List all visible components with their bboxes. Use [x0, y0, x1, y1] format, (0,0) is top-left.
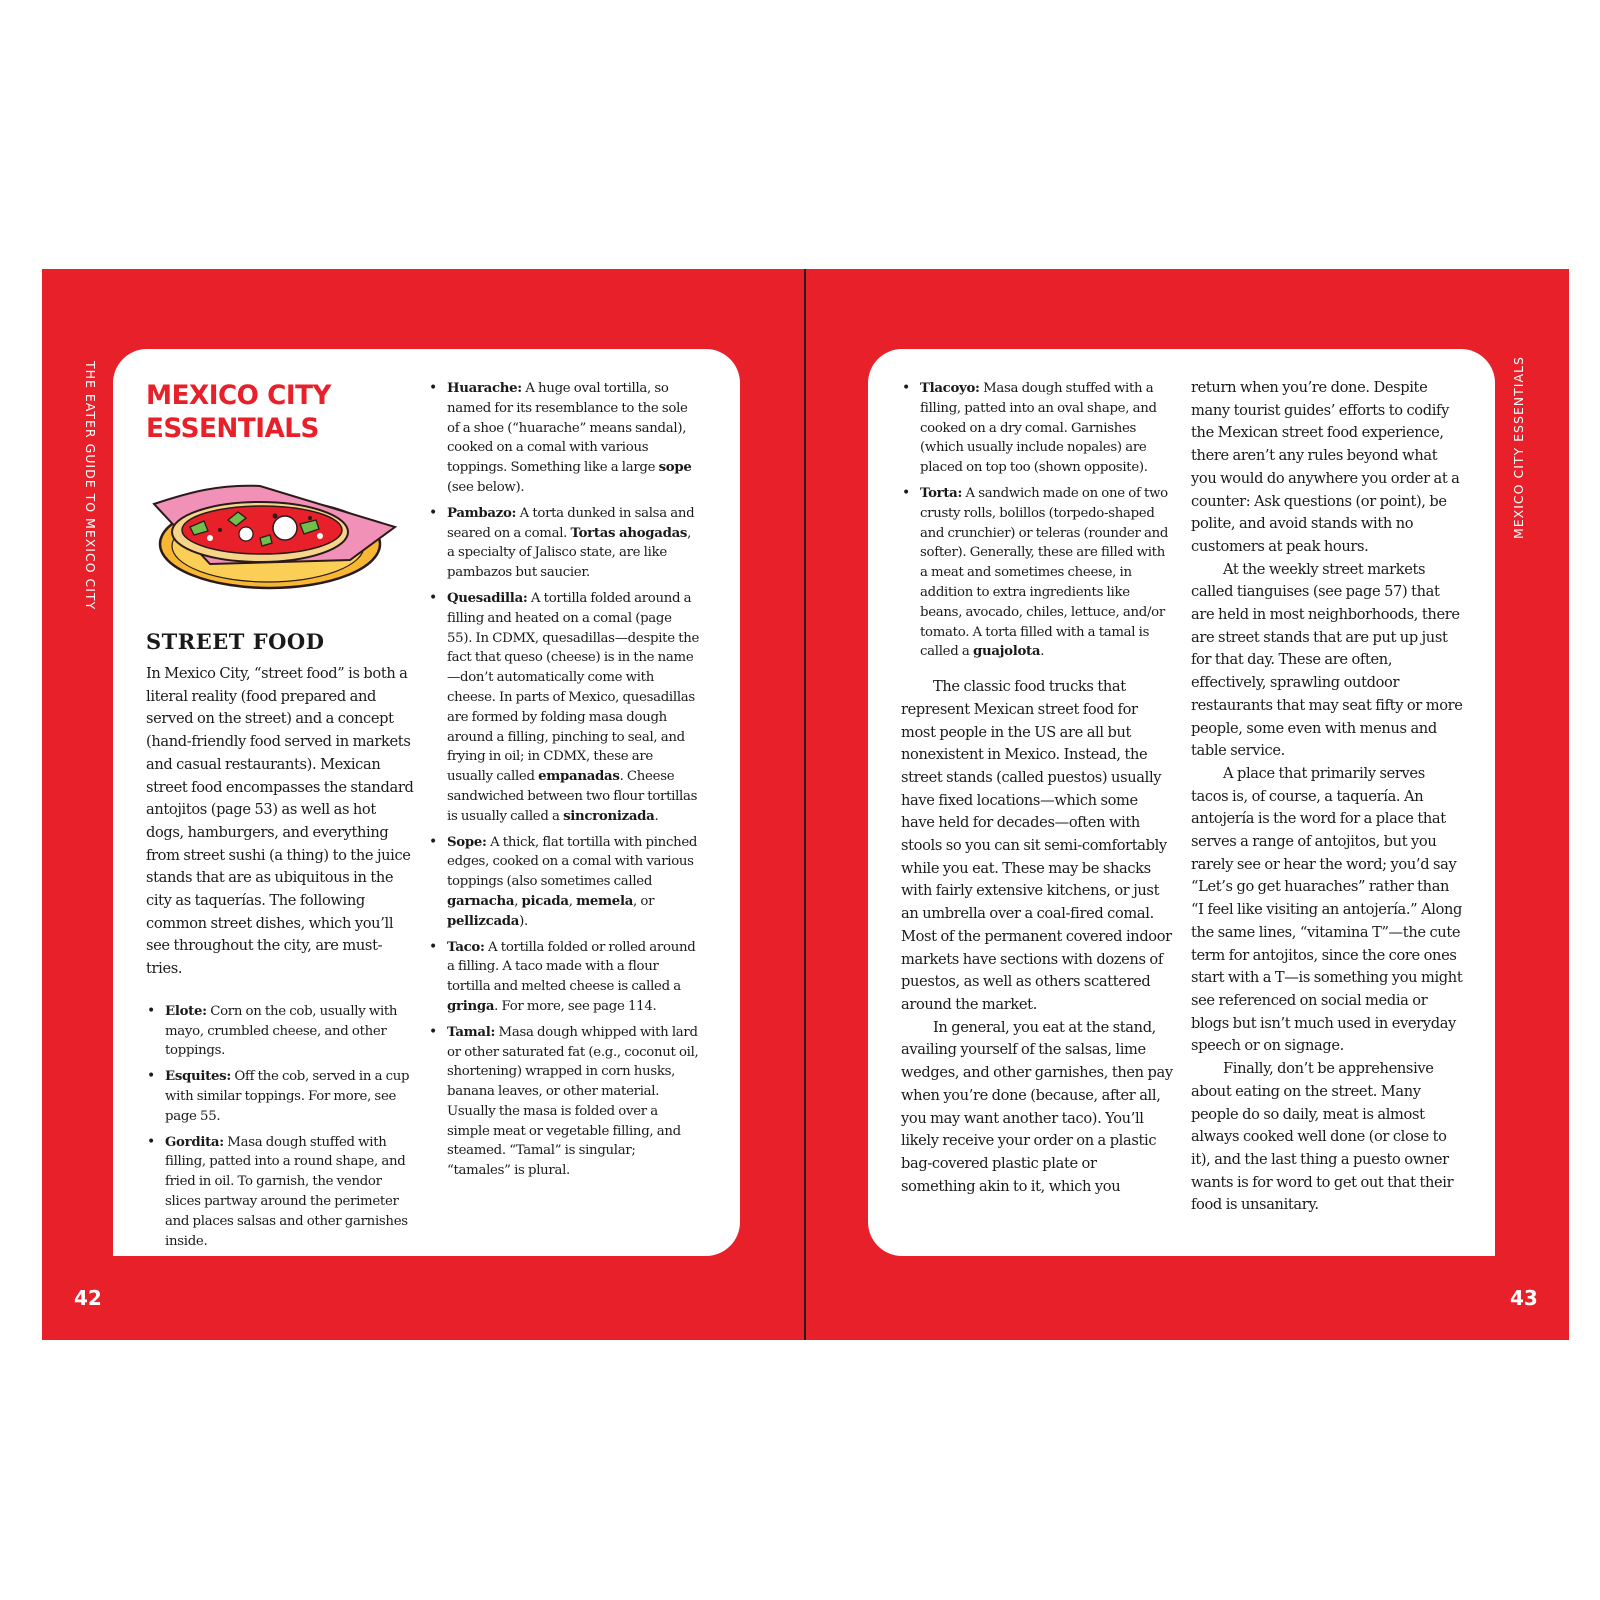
- list-item-term: Huarache:: [447, 381, 522, 396]
- right-column-1-text: [901, 676, 1173, 1198]
- right-column-1: [901, 379, 1173, 1198]
- list-item: [428, 833, 700, 932]
- list-item-description: A huge oval tortilla, so named for its resemblance to the sole of a shoe (“huarache” means sandal), cooked on a comal with various toppings. Something like a large sope (see below).: [447, 381, 692, 495]
- paragraph: At the weekly street markets called tianguises (see page 57) that are held in most neighborhoods, there are street stands that are put up just for that day. These are often, effectively, sprawling outdoor restaurants that may seat fifty or more people, some even with menus and table service.: [1191, 560, 1463, 760]
- paragraph: A place that primarily serves tacos is, of course, a taquería. An antojería is the word for a place that serves a range of antojitos, but you rarely see or hear the word; you’d say “Let’s go get huaraches” rather than “I feel like visiting an antojería.” Along the same lines, “vitamina T”—the cute term for antojitos, since the core ones start with a T—is something you might see referenced on social media or blogs but isn’t much used in everyday speech or on signage.: [1191, 764, 1463, 1055]
- list-item-description: Masa dough stuffed with filling, patted into a round shape, and fried in oil. To garnish, the vendor slices partway around the perimeter and places salsas and other garnishes inside.: [165, 1134, 408, 1249]
- paragraph: In general, you eat at the stand, availing yourself of the salsas, lime wedges, and other garnishes, then pay when you’re done (because, after all, you may want another taco). You’ll likely receive your order on a plastic bag-covered plastic plate or something akin to it, which you: [901, 1018, 1173, 1195]
- list-item-description: Masa dough stuffed with a filling, patted into an oval shape, and cooked on a dry comal. Garnishes (which usually include nopales) are placed on top too (shown opposite).: [920, 381, 1157, 476]
- paragraph: return when you’re done. Despite many tourist guides’ efforts to codify the Mexican street food experience, there aren’t any rules beyond what you would do anywhere you order at a counter: Ask questions (or point), be polite, and avoid stands with no customers at peak hours.: [1191, 379, 1460, 555]
- list-item: [901, 379, 1173, 478]
- right-column-2: [1191, 377, 1463, 1217]
- list-item-description: A torta dunked in salsa and seared on a comal. Tortas ahogadas, a specialty of Jalisco state, are like pambazos but saucier.: [447, 505, 695, 581]
- list-item: [428, 1023, 700, 1181]
- list-item-description: A sandwich made on one of two crusty rolls, bolillos (torpedo-shaped and crunchier) or teleras (rounder and softer). Generally, these are filled with a meat and sometimes cheese, in addition to extra ingredients like beans, avocado, chiles, lettuce, and/or tomato. A torta filled with a tamal is called a guajolota.: [920, 485, 1169, 660]
- paragraph: The classic food trucks that represent Mexican street food for most people in the US are all but nonexistent in Mexico. Instead, the street stands (called puestos) usually have fixed locations—which some have held for decades—often with stools so you can sit semi-comfortably while you eat. These may be shacks with fairly extensive kitchens, or just an umbrella over a coal-fired comal. Most of the permanent covered indoor markets have sections with dozens of puestos, as well as others scattered around the market.: [901, 678, 1172, 1013]
- list-item-description: A tortilla folded around a filling and heated on a comal (page 55). In CDMX, quesadillas—despite the fact that queso (cheese) is in the name—don’t automatically come with cheese. In parts of Mexico, quesadillas are formed by folding masa dough around a filling, pinching to seal, and frying in oil; in CDMX, these are usually called empanadas. Cheese sandwiched between two flour tortillas is usually called a sincronizada.: [447, 590, 700, 824]
- list-item-term: Esquites:: [165, 1069, 231, 1085]
- list-item-term: Quesadilla:: [447, 590, 528, 606]
- page-title: [146, 379, 406, 445]
- list-item-term: Taco:: [447, 939, 485, 955]
- list-item-description: Corn on the cob, usually with mayo, crumbled cheese, and other toppings.: [165, 1003, 398, 1059]
- left-page-number: 42: [74, 1286, 102, 1310]
- list-item: [428, 938, 700, 1017]
- list-item-description: A thick, flat tortilla with pinched edges, cooked on a comal with various toppings (also sometimes called garnacha, picada, memela, or pellizcada).: [447, 834, 698, 929]
- list-item-description: Masa dough whipped with lard or other saturated fat (e.g., coconut oil, shortening) wrapped in corn husks, banana leaves, or other material. Usually the masa is folded over a simple meat or vegetable filling, and steamed. “Tamal” is singular; “tamales” is plural.: [447, 1024, 699, 1179]
- left-column-1: [146, 379, 414, 1257]
- huarache-plate-illustration: [150, 472, 400, 602]
- list-item-term: Torta:: [920, 485, 963, 501]
- list-item-term: Tlacoyo:: [920, 381, 980, 396]
- list-item-term: Gordita:: [165, 1134, 224, 1150]
- list-item-term: Pambazo:: [447, 505, 517, 521]
- street-food-list-1: [146, 1002, 414, 1252]
- list-item-term: Sope:: [447, 834, 487, 850]
- spine-gutter: [804, 269, 806, 1340]
- title-line-1: MEXICO CITY: [146, 380, 331, 411]
- street-food-list-2: [428, 379, 700, 1181]
- right-page-number: 43: [1510, 1286, 1538, 1310]
- list-item-description: A tortilla folded or rolled around a filling. A taco made with a flour tortilla and melted cheese is called a gringa. For more, see page 114.: [447, 939, 696, 1014]
- right-page: [807, 269, 1569, 1340]
- street-food-list-3: [901, 379, 1173, 662]
- right-content-panel: [868, 349, 1495, 1256]
- list-item: [146, 1133, 414, 1252]
- section-heading: STREET FOOD: [146, 629, 325, 654]
- left-content-panel: [113, 349, 740, 1256]
- list-item: [428, 504, 700, 583]
- paragraph: Finally, don’t be apprehensive about eating on the street. Many people do so daily, meat is almost always cooked well done (or close to it), and the last thing a puesto owner wants is for word to get out that their food is unsanitary.: [1191, 1060, 1454, 1214]
- title-line-2: ESSENTIALS: [146, 413, 319, 444]
- right-running-head: MEXICO CITY ESSENTIALS: [1511, 356, 1526, 539]
- list-item: [428, 379, 700, 498]
- left-column-2: [428, 379, 700, 1187]
- list-item-term: Elote:: [165, 1003, 207, 1019]
- left-running-head: THE EATER GUIDE TO MEXICO CITY: [83, 361, 98, 611]
- list-item-term: Tamal:: [447, 1024, 496, 1040]
- left-page: [42, 269, 807, 1340]
- list-item: [146, 1002, 414, 1061]
- list-item: [901, 484, 1173, 662]
- intro-paragraph: In Mexico City, “street food” is both a literal reality (food prepared and served on the street) and a concept (hand-friendly food served in markets and casual restaurants). Mexican street food encompasses the standard antojitos (page 53) as well as hot dogs, hamburgers, and everything from street sushi (a thing) to the juice stands that are as ubiquitous in the city as taquerías. The following common street dishes, which you’ll see throughout the city, are must-tries.: [146, 665, 414, 978]
- list-item: [146, 1067, 414, 1126]
- list-item: [428, 589, 700, 827]
- list-item-description: Off the cob, served in a cup with similar toppings. For more, see page 55.: [165, 1069, 410, 1124]
